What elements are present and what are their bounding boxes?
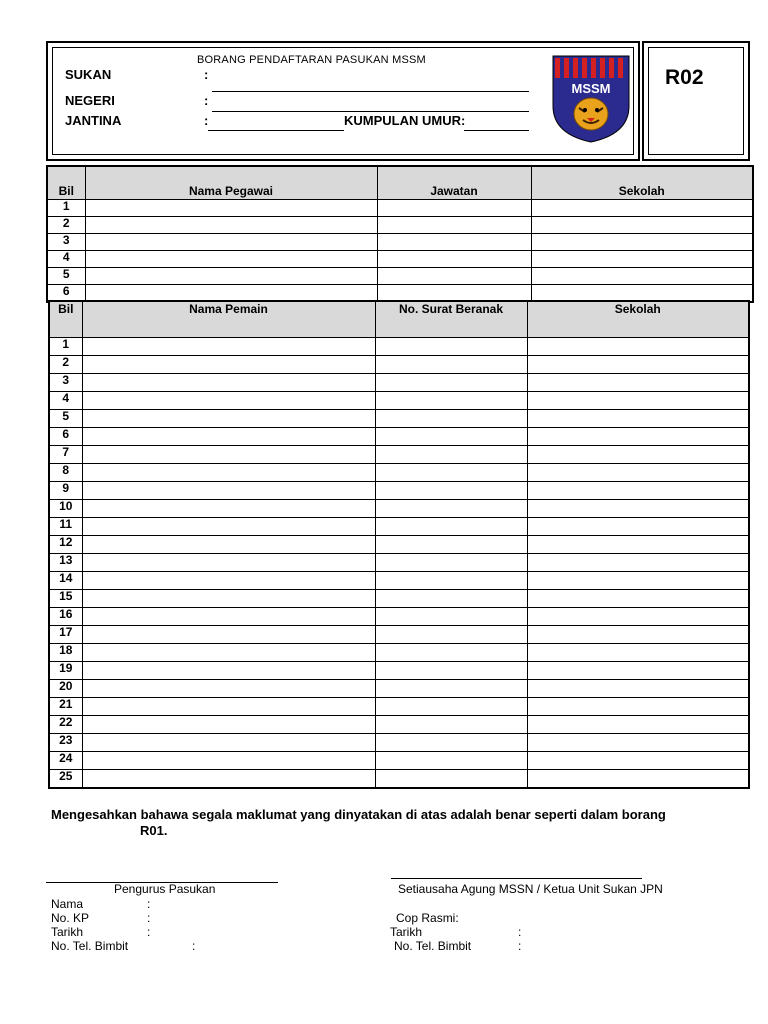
- cell-nama-pemain[interactable]: [82, 608, 375, 626]
- cell-no-surat-beranak[interactable]: [375, 752, 527, 770]
- cell-sekolah[interactable]: [527, 482, 749, 500]
- row-number: 25: [49, 770, 82, 789]
- cell-no-surat-beranak[interactable]: [375, 428, 527, 446]
- right-signatory-title: Setiausaha Agung MSSN / Ketua Unit Sukan JPN: [398, 882, 663, 896]
- cell-nama-pemain[interactable]: [82, 356, 375, 374]
- right-signature-line[interactable]: [391, 878, 642, 879]
- cell-sekolah[interactable]: [527, 518, 749, 536]
- players-table: [48, 300, 750, 789]
- cell-no-surat-beranak[interactable]: [375, 482, 527, 500]
- colon-tarikh: :: [147, 925, 151, 939]
- cell-sekolah[interactable]: [531, 200, 753, 217]
- cell-nama-pemain[interactable]: [82, 464, 375, 482]
- cell-sekolah[interactable]: [531, 217, 753, 234]
- left-signatory-title: Pengurus Pasukan: [114, 882, 216, 896]
- cell-nama[interactable]: [85, 251, 377, 268]
- row-number: 8: [49, 464, 82, 482]
- cell-sekolah[interactable]: [527, 428, 749, 446]
- table-row: [49, 446, 749, 464]
- cell-sekolah[interactable]: [527, 626, 749, 644]
- cell-nama-pemain[interactable]: [82, 338, 375, 356]
- logo-text: MSSM: [571, 81, 611, 96]
- row-number: 1: [49, 338, 82, 356]
- cell-nama-pemain[interactable]: [82, 554, 375, 572]
- form-title: BORANG PENDAFTARAN PASUKAN MSSM: [197, 54, 426, 66]
- colon-sukan: :: [204, 67, 209, 82]
- cell-nama-pemain[interactable]: [82, 518, 375, 536]
- cell-nama-pemain[interactable]: [82, 500, 375, 518]
- cell-no-surat-beranak[interactable]: [375, 374, 527, 392]
- table-row: [47, 200, 753, 217]
- cell-sekolah[interactable]: [527, 446, 749, 464]
- cell-sekolah[interactable]: [527, 536, 749, 554]
- cell-nama[interactable]: [85, 268, 377, 285]
- cell-sekolah[interactable]: [527, 392, 749, 410]
- colon-nama: :: [147, 897, 151, 911]
- cell-jawatan[interactable]: [377, 234, 531, 251]
- players-header-row: [49, 301, 749, 338]
- label-tarikh-right: Tarikh: [390, 925, 423, 939]
- row-number: 6: [49, 428, 82, 446]
- cell-no-surat-beranak[interactable]: [375, 410, 527, 428]
- officials-header-row: [47, 166, 753, 200]
- cell-no-surat-beranak[interactable]: [375, 680, 527, 698]
- cell-no-surat-beranak[interactable]: [375, 518, 527, 536]
- cell-sekolah[interactable]: [527, 410, 749, 428]
- cell-no-surat-beranak[interactable]: [375, 734, 527, 752]
- cell-no-surat-beranak[interactable]: [375, 554, 527, 572]
- row-number: 7: [49, 446, 82, 464]
- table-row: [49, 464, 749, 482]
- colon-tarikh-right: :: [518, 925, 522, 939]
- table-row: [49, 554, 749, 572]
- officials-table: [46, 165, 754, 303]
- cell-sekolah[interactable]: [527, 572, 749, 590]
- table-row: [47, 234, 753, 251]
- cell-sekolah[interactable]: [527, 338, 749, 356]
- cell-no-surat-beranak[interactable]: [375, 536, 527, 554]
- row-number: 15: [49, 590, 82, 608]
- row-number: 23: [49, 734, 82, 752]
- table-row: [49, 410, 749, 428]
- cell-no-surat-beranak[interactable]: [375, 572, 527, 590]
- cell-sekolah[interactable]: [527, 554, 749, 572]
- cell-no-surat-beranak[interactable]: [375, 716, 527, 734]
- cell-nama-pemain[interactable]: [82, 446, 375, 464]
- negeri-top-line: [212, 91, 529, 92]
- row-number: 21: [49, 698, 82, 716]
- row-number: 19: [49, 662, 82, 680]
- cell-nama-pemain[interactable]: [82, 626, 375, 644]
- cell-sekolah[interactable]: [527, 500, 749, 518]
- label-negeri: NEGERI: [65, 93, 115, 108]
- row-number: 2: [47, 217, 85, 234]
- cell-nama-pemain[interactable]: [82, 734, 375, 752]
- cell-sekolah[interactable]: [527, 680, 749, 698]
- table-row: [49, 500, 749, 518]
- cell-nama-pemain[interactable]: [82, 482, 375, 500]
- cell-nama-pemain[interactable]: [82, 410, 375, 428]
- cell-sekolah[interactable]: [527, 464, 749, 482]
- row-number: 18: [49, 644, 82, 662]
- cell-no-surat-beranak[interactable]: [375, 356, 527, 374]
- cell-sekolah[interactable]: [527, 590, 749, 608]
- cell-sekolah[interactable]: [527, 356, 749, 374]
- label-jantina: JANTINA: [65, 113, 122, 128]
- table-row: [49, 590, 749, 608]
- confirmation-text: [51, 807, 741, 839]
- label-tarikh: Tarikh: [51, 925, 84, 939]
- table-row: [49, 428, 749, 446]
- cell-nama-pemain[interactable]: [82, 680, 375, 698]
- cell-no-surat-beranak[interactable]: [375, 500, 527, 518]
- row-number: 12: [49, 536, 82, 554]
- cell-jawatan[interactable]: [377, 251, 531, 268]
- cell-no-surat-beranak[interactable]: [375, 392, 527, 410]
- row-number: 4: [49, 392, 82, 410]
- label-sukan: SUKAN: [65, 67, 112, 82]
- cell-nama-pemain[interactable]: [82, 662, 375, 680]
- row-number: 17: [49, 626, 82, 644]
- cell-jawatan[interactable]: [377, 200, 531, 217]
- row-number: 9: [49, 482, 82, 500]
- colon-jantina: :: [204, 113, 209, 128]
- form-code: R02: [665, 66, 704, 89]
- cell-nama-pemain[interactable]: [82, 572, 375, 590]
- cell-jawatan[interactable]: [377, 268, 531, 285]
- cell-jawatan[interactable]: [377, 217, 531, 234]
- confirmation-line-2: R01.: [140, 823, 168, 838]
- label-kumpulan-umur: KUMPULAN UMUR:: [344, 113, 466, 128]
- label-cop-rasmi: Cop Rasmi:: [396, 911, 459, 925]
- cell-nama-pemain[interactable]: [82, 536, 375, 554]
- row-number: 4: [47, 251, 85, 268]
- cell-nama-pemain[interactable]: [82, 392, 375, 410]
- row-number: 2: [49, 356, 82, 374]
- confirmation-line-1: Mengesahkan bahawa segala maklumat yang dinyatakan di atas adalah benar seperti dalam borang: [51, 807, 666, 822]
- cell-no-surat-beranak[interactable]: [375, 608, 527, 626]
- table-row: [49, 662, 749, 680]
- cell-sekolah[interactable]: [531, 268, 753, 285]
- cell-sekolah[interactable]: [527, 662, 749, 680]
- row-number: 22: [49, 716, 82, 734]
- jantina-line[interactable]: [208, 130, 344, 131]
- header-bil: Bil: [47, 166, 85, 200]
- cell-sekolah[interactable]: [527, 608, 749, 626]
- cell-no-surat-beranak[interactable]: [375, 590, 527, 608]
- table-row: [49, 770, 749, 789]
- label-nama: Nama: [51, 897, 84, 911]
- cell-nama-pemain[interactable]: [82, 374, 375, 392]
- cell-sekolah[interactable]: [527, 734, 749, 752]
- table-row: [47, 251, 753, 268]
- cell-no-surat-beranak[interactable]: [375, 446, 527, 464]
- row-number: 5: [49, 410, 82, 428]
- row-number: 5: [47, 268, 85, 285]
- cell-no-surat-beranak[interactable]: [375, 770, 527, 789]
- row-number: 11: [49, 518, 82, 536]
- form-code-box: [642, 41, 750, 161]
- cell-sekolah[interactable]: [527, 698, 749, 716]
- table-row: [49, 518, 749, 536]
- colon-no-kp: :: [147, 911, 151, 925]
- table-row: [49, 716, 749, 734]
- row-number: 1: [47, 200, 85, 217]
- table-row: [49, 482, 749, 500]
- row-number: 10: [49, 500, 82, 518]
- cell-nama-pemain[interactable]: [82, 698, 375, 716]
- tiger-crest-icon: [551, 54, 631, 144]
- header-no-surat-beranak: No. Surat Beranak: [375, 301, 527, 338]
- table-row: [49, 572, 749, 590]
- table-row: [47, 268, 753, 285]
- row-number: 6: [47, 285, 85, 303]
- cell-nama-pemain[interactable]: [82, 644, 375, 662]
- cell-no-surat-beranak[interactable]: [375, 626, 527, 644]
- cell-sekolah[interactable]: [527, 644, 749, 662]
- cell-no-surat-beranak[interactable]: [375, 464, 527, 482]
- table-row: [49, 356, 749, 374]
- cell-sekolah[interactable]: [527, 374, 749, 392]
- table-row: [49, 626, 749, 644]
- row-number: 3: [47, 234, 85, 251]
- negeri-line[interactable]: [212, 111, 529, 112]
- cell-sekolah[interactable]: [531, 251, 753, 268]
- header-nama-pemain: Nama Pemain: [82, 301, 375, 338]
- label-no-tel-bimbit: No. Tel. Bimbit: [51, 939, 129, 953]
- kumpulan-umur-line[interactable]: [464, 130, 529, 131]
- cell-nama[interactable]: [85, 217, 377, 234]
- table-row: [49, 644, 749, 662]
- header-nama-pegawai: Nama Pegawai: [85, 166, 377, 200]
- table-row: [49, 752, 749, 770]
- header-jawatan: Jawatan: [377, 166, 531, 200]
- table-row: [49, 374, 749, 392]
- cell-nama-pemain[interactable]: [82, 590, 375, 608]
- table-row: [49, 338, 749, 356]
- cell-nama-pemain[interactable]: [82, 770, 375, 789]
- cell-nama[interactable]: [85, 200, 377, 217]
- cell-no-surat-beranak[interactable]: [375, 698, 527, 716]
- table-row: [47, 217, 753, 234]
- header-sekolah: Sekolah: [531, 166, 753, 200]
- row-number: 24: [49, 752, 82, 770]
- table-row: [49, 734, 749, 752]
- cell-sekolah[interactable]: [527, 752, 749, 770]
- row-number: 20: [49, 680, 82, 698]
- colon-no-tel: :: [192, 939, 196, 953]
- cell-sekolah[interactable]: [527, 770, 749, 789]
- cell-nama-pemain[interactable]: [82, 752, 375, 770]
- colon-no-tel-right: :: [518, 939, 522, 953]
- row-number: 3: [49, 374, 82, 392]
- cell-sekolah[interactable]: [531, 234, 753, 251]
- cell-nama-pemain[interactable]: [82, 716, 375, 734]
- table-row: [49, 608, 749, 626]
- label-no-kp: No. KP: [51, 911, 90, 925]
- cell-sekolah[interactable]: [527, 716, 749, 734]
- label-no-tel-bimbit-right: No. Tel. Bimbit: [394, 939, 472, 953]
- cell-nama-pemain[interactable]: [82, 428, 375, 446]
- cell-nama[interactable]: [85, 234, 377, 251]
- row-number: 13: [49, 554, 82, 572]
- table-row: [49, 698, 749, 716]
- table-row: [49, 680, 749, 698]
- header-sekolah: Sekolah: [527, 301, 749, 338]
- header-bil: Bil: [49, 301, 82, 338]
- table-row: [49, 392, 749, 410]
- cell-no-surat-beranak[interactable]: [375, 338, 527, 356]
- table-row: [49, 536, 749, 554]
- cell-no-surat-beranak[interactable]: [375, 662, 527, 680]
- row-number: 16: [49, 608, 82, 626]
- colon-negeri: :: [204, 93, 209, 108]
- row-number: 14: [49, 572, 82, 590]
- cell-no-surat-beranak[interactable]: [375, 644, 527, 662]
